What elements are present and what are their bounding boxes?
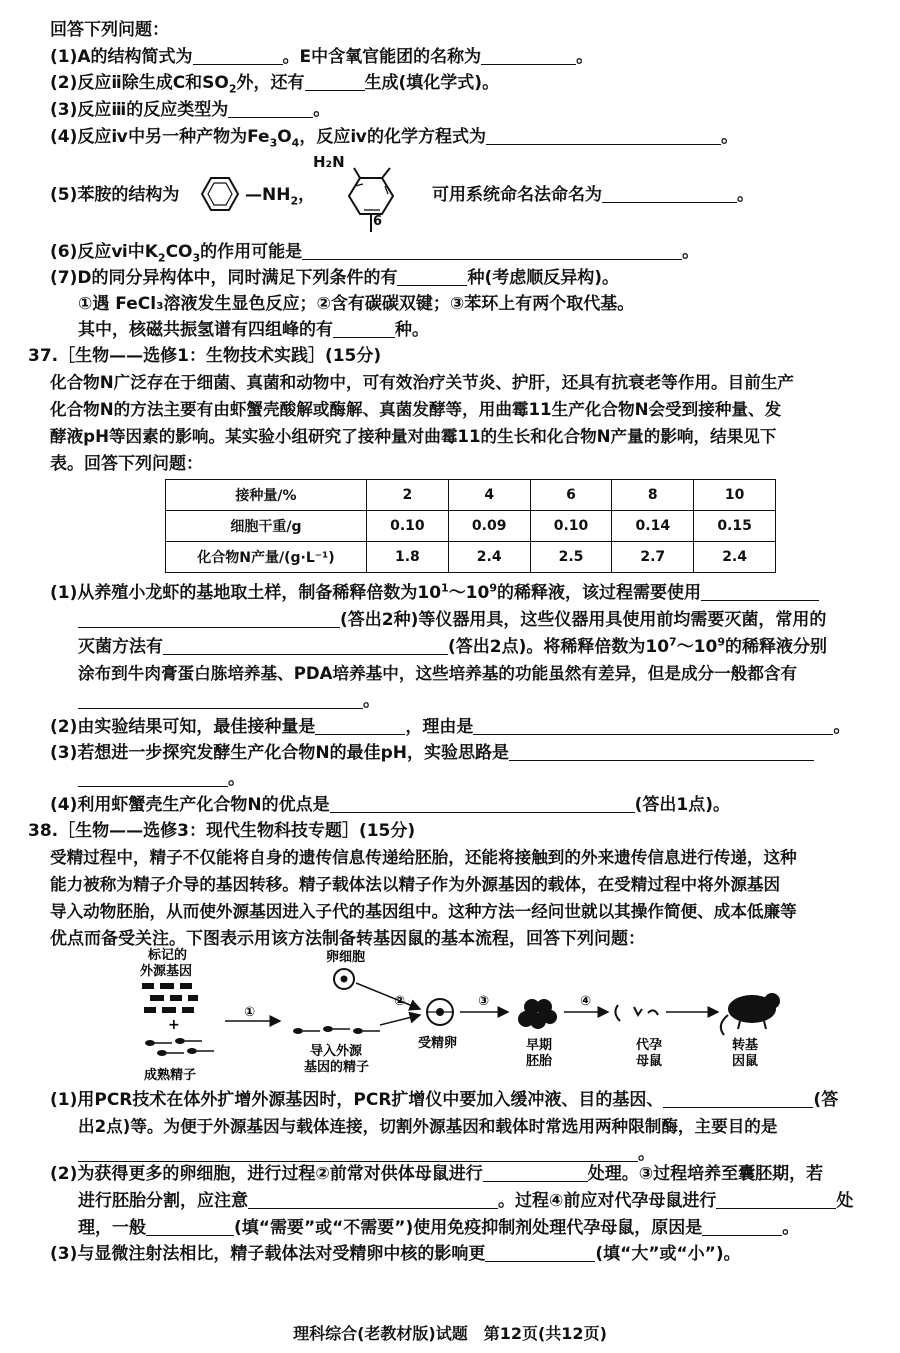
answer-blank: [701, 584, 819, 601]
answer-blank: [481, 48, 576, 65]
label-loaded-sperm-2: 基因的精子: [304, 1060, 370, 1075]
q38-item-1a: (1)用PCR技术在体外扩增外源基因时，PCR扩增仪中要加入缓冲液、目的基因、 (答: [50, 1090, 839, 1110]
label-surrogate-1: 代孕: [636, 1038, 663, 1053]
step-2-label: ②: [394, 994, 406, 1009]
answer-blank: [146, 1219, 234, 1236]
table-cell: 接种量/%: [166, 480, 367, 511]
table-cell: 2.4: [448, 542, 530, 573]
q38-item-1c: 。: [78, 1144, 655, 1164]
answer-blank: [509, 744, 814, 761]
transgenic-mouse-icon: [721, 993, 780, 1035]
q37-item-1a: (1)从养殖小龙虾的基地取土样，制备稀释倍数为$10^1\sim 10^9$的稀释液，该过程需要使用: [50, 583, 819, 603]
answer-blank: [163, 638, 448, 655]
transgenic-mouse-flow-diagram: [130, 945, 790, 1087]
intro-line: 回答下列问题：: [50, 20, 169, 40]
table-row: [166, 542, 776, 573]
answer-blank: [483, 1165, 588, 1182]
table-cell: 8: [612, 480, 694, 511]
answer-blank: [78, 1145, 638, 1162]
page-footer: 理科综合(老教材版)试题 第12页(共12页): [293, 1324, 607, 1343]
answer-blank: [78, 611, 340, 628]
q38-title: 38.［生物——选修3：现代生物科技专题］(15分): [28, 821, 416, 841]
q37-item-1b: (答出2种)等仪器用具，这些仪器用具使用前均需要灭菌，常用的: [78, 610, 826, 630]
q37-para-line: 化合物N的方法主要有由虾蟹壳酸解或酶解、真菌发酵等，用曲霉11生产化合物N会受到接种量、发: [50, 400, 782, 419]
table-cell: 6: [530, 480, 612, 511]
q36-item-4: (4)反应ⅳ中另一种产物为$Fe_3O_4$，反应ⅳ的化学方程式为 。: [50, 127, 739, 150]
q37-item-2: (2)由实验结果可知，最佳接种量是 ，理由是 。: [50, 717, 851, 737]
inoculum-results-table: [165, 479, 776, 573]
table-cell: 2.4: [694, 542, 776, 573]
table-cell: 0.10: [367, 511, 449, 542]
q37-item-4: (4)利用虾蟹壳生产化合物N的优点是 (答出1点)。: [50, 795, 730, 815]
q38-para-line: 能力被称为精子介导的基因转移。精子载体法以精子作为外源基因的载体，在受精过程中将外源基因: [50, 875, 781, 894]
label-marked-gene-2: 外源基因: [140, 964, 193, 979]
answer-blank: [485, 1245, 595, 1262]
benzene-ring-icon: [190, 172, 250, 216]
table-row: [166, 511, 776, 542]
label-marked-gene-1: 标记的: [148, 948, 188, 963]
answer-blank: [302, 243, 682, 260]
q37-item-3a: (3)若想进一步探究发酵生产化合物N的最佳pH，实验思路是: [50, 743, 814, 763]
label-transgenic-2: 因鼠: [732, 1054, 759, 1069]
table-cell: 2: [367, 480, 449, 511]
label-surrogate-2: 母鼠: [636, 1054, 663, 1069]
q38-item-2c: 理，一般 (填“需要”或“不需要”)使用免疫抑制剂处理代孕母鼠，原因是 。: [78, 1218, 800, 1238]
q36-item-5a: (5)苯胺的结构为: [50, 185, 180, 205]
q37-title: 37.［生物——选修1：生物技术实践］(15分): [28, 346, 382, 366]
label-early-embryo-2: 胚胎: [526, 1054, 553, 1069]
q37-item-1e: 。: [78, 691, 380, 711]
label-transgenic-1: 转基: [732, 1038, 759, 1053]
aniline-nh2: $—NH_2$，: [245, 185, 316, 208]
gene-fragments-icon: [142, 983, 198, 1013]
table-cell: 细胞干重/g: [166, 511, 367, 542]
answer-blank: [702, 1219, 782, 1236]
early-embryo-icon: [518, 999, 557, 1029]
sperm-cluster-icon: [145, 1038, 214, 1056]
q38-item-1b: 出2点)等。为便于外源基因与载体连接，切割外源基因和载体时常选用两种限制酶，主要目的是: [78, 1117, 778, 1136]
q36-item-5b: 可用系统命名法命名为 。: [432, 185, 754, 205]
answer-blank: [473, 718, 833, 735]
answer-blank: [315, 718, 405, 735]
table-cell: 0.15: [694, 511, 776, 542]
q38-item-2a: (2)为获得更多的卵细胞，进行过程②前常对供体母鼠进行 处理。③过程培养至囊胚期，若: [50, 1164, 824, 1184]
label-mature-sperm: 成熟精子: [144, 1068, 197, 1083]
q36-item-7: (7)D的同分异构体中，同时满足下列条件的有 种(考虑顺反异构)。: [50, 268, 620, 288]
table-cell: 2.7: [612, 542, 694, 573]
q37-item-1d: 涂布到牛肉膏蛋白胨培养基、PDA培养基中，这些培养基的功能虽然有差异，但是成分一般都含有: [78, 664, 798, 683]
answer-blank: [330, 796, 635, 813]
answer-blank: [486, 128, 721, 145]
q36-item-7-nmr: 其中，核磁共振氢谱有四组峰的有 种。: [78, 320, 429, 340]
q37-para-line: 酵液pH等因素的影响。某实验小组研究了接种量对曲霉11的生长和化合物N产量的影响，结果见下: [50, 427, 777, 446]
struct-position-number: 6: [373, 214, 383, 229]
q38-para-line: 受精过程中，精子不仅能将自身的遗传信息传递给胚胎，还能将接触到的外来遗传信息进行传递，这种: [50, 848, 797, 867]
answer-blank: [228, 101, 313, 118]
table-cell: 10: [694, 480, 776, 511]
answer-blank: [193, 48, 283, 65]
table-cell: 2.5: [530, 542, 612, 573]
step-4-label: ④: [580, 994, 592, 1009]
q37-item-3b: 。: [78, 769, 245, 789]
answer-blank: [602, 186, 737, 203]
q37-para-line: 化合物N广泛存在于细菌、真菌和动物中，可有效治疗关节炎、护肝，还具有抗衰老等作用。目前生产: [50, 373, 795, 392]
q38-item-2b: 进行胚胎分割，应注意 。过程④前应对代孕母鼠进行 处: [78, 1191, 854, 1211]
label-loaded-sperm-1: 导入外源: [310, 1044, 363, 1059]
answer-blank: [78, 692, 363, 709]
table-cell: 0.09: [448, 511, 530, 542]
answer-blank: [248, 1192, 498, 1209]
answer-blank: [333, 321, 395, 338]
table-cell: 0.14: [612, 511, 694, 542]
q38-para-line: 优点而备受关注。下图表示用该方法制备转基因鼠的基本流程，回答下列问题：: [50, 929, 645, 949]
q37-item-1c: 灭菌方法有 (答出2点)。将稀释倍数为$10^7\sim 10^9$的稀释液分别: [78, 635, 828, 657]
table-cell: 化合物N产量/(g·L⁻¹): [166, 542, 367, 573]
answer-blank: [663, 1091, 813, 1108]
answer-blank: [305, 74, 365, 91]
struct-h2n-label: H₂N: [313, 153, 345, 171]
step-1-label: ①: [244, 1005, 256, 1020]
q37-para-line: 表。回答下列问题：: [50, 454, 203, 474]
q36-item-3: (3)反应ⅲ的反应类型为 。: [50, 100, 331, 120]
table-row: [166, 480, 776, 511]
table-cell: 0.10: [530, 511, 612, 542]
q36-item-1: (1)A的结构简式为 。E中含氧官能团的名称为 。: [50, 47, 594, 67]
label-egg-cell: 卵细胞: [326, 950, 366, 965]
q38-item-3: (3)与显微注射法相比，精子载体法对受精卵中核的影响更 (填“大”或“小”)。: [50, 1244, 741, 1264]
table-cell: 1.8: [367, 542, 449, 573]
plus-sign: +: [168, 1017, 180, 1033]
label-zygote: 受精卵: [418, 1036, 458, 1051]
answer-blank: [716, 1192, 836, 1209]
answer-blank: [78, 770, 228, 787]
q38-para-line: 导入动物胚胎，从而使外源基因进入子代的基因组中。这种方法一经问世就以其操作简便、成本低廉等: [50, 902, 797, 921]
q36-item-6: (6)反应ⅵ中$K_2CO_3$的作用可能是 。: [50, 242, 700, 265]
surrogate-mother-icon: [615, 1005, 658, 1021]
loaded-sperm-icon: [293, 1026, 380, 1034]
step-3-label: ③: [478, 994, 490, 1009]
q36-item-7-conditions: ①遇 FeCl₃溶液发生显色反应；②含有碳碳双键；③苯环上有两个取代基。: [78, 294, 635, 314]
answer-blank: [397, 269, 467, 286]
q36-item-2: (2)反应ⅱ除生成C和$SO_2$外，还有 生成(填化学式)。: [50, 73, 500, 96]
table-cell: 4: [448, 480, 530, 511]
label-early-embryo-1: 早期: [526, 1038, 553, 1053]
